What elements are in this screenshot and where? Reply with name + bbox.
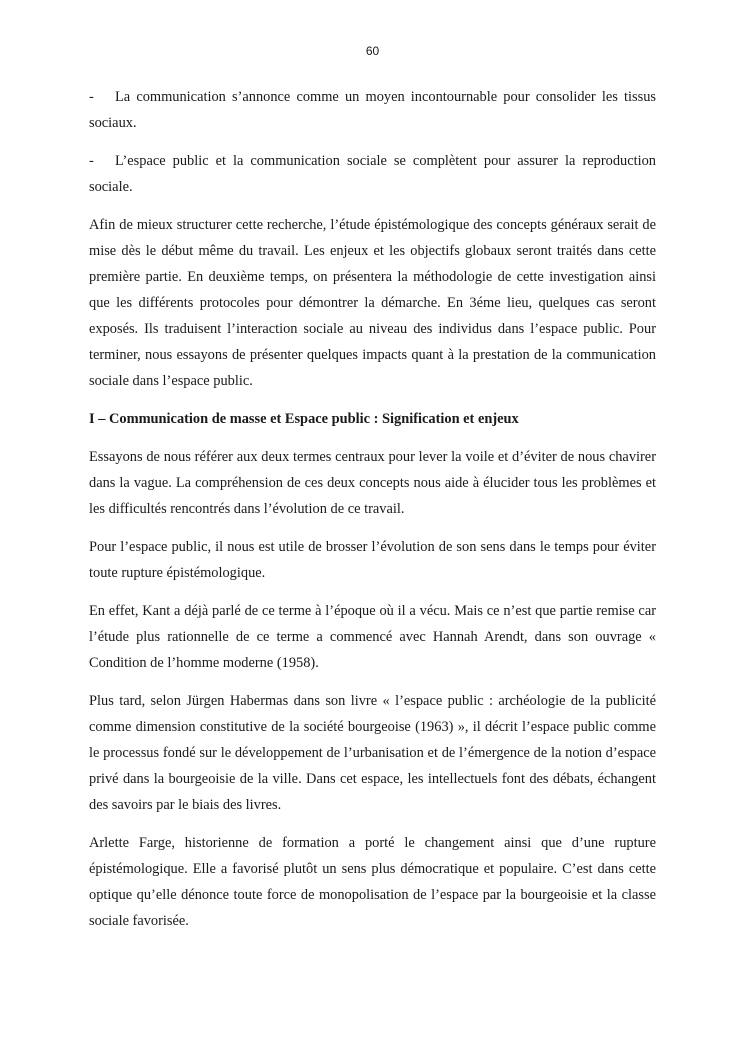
bullet-item [89, 84, 656, 136]
bullet-text: L’espace public et la communication sociale se complètent pour assurer la reproduction sociale. [89, 153, 656, 195]
body-paragraph: Pour l’espace public, il nous est utile de brosser l’évolution de son sens dans le temps pour éviter toute rupture épistémologique. [89, 539, 656, 581]
body-paragraph: Arlette Farge, historienne de formation a porté le changement ainsi que d’une rupture épistémologique. Elle a favorisé plutôt un sens plus démocratique et populaire. C’est dans cette optique qu’elle dénonce toute force de monopolisation de l’espace par la bourgeoisie et la classe sociale favorisée. [89, 835, 656, 929]
section-heading: I – Communication de masse et Espace public : Signification et enjeux [89, 411, 519, 427]
page-number: 60 [365, 44, 380, 58]
bullet-text: La communication s’annonce comme un moyen incontournable pour consolider les tissus sociaux. [89, 89, 656, 131]
bullet-dash: - [89, 153, 94, 169]
bullet-dash: - [89, 89, 94, 105]
body-paragraph: Essayons de nous référer aux deux termes centraux pour lever la voile et d’éviter de nous chavirer dans la vague. La compréhension de ces deux concepts nous aide à élucider tous les problèmes et les difficultés rencontrés dans l’évolution de ce travail. [89, 449, 656, 517]
page-content [89, 84, 656, 946]
body-paragraph: En effet, Kant a déjà parlé de ce terme à l’époque où il a vécu. Mais ce n’est que partie remise car l’étude plus rationnelle de ce terme a commencé avec Hannah Arendt, dans son ouvrage « Condition de l’homme moderne (1958). [89, 603, 656, 671]
body-paragraph: Plus tard, selon Jürgen Habermas dans son livre « l’espace public : archéologie de la publicité comme dimension constitutive de la société bourgeoise (1963) », il décrit l’espace public comme le processus fondé sur le développement de l’urbanisation et de l’émergence de la notion d’espace privé dans la bourgeoisie de la ville. Dans cet espace, les intellectuels font des débats, échangent des savoirs par le biais des livres. [89, 693, 656, 813]
bullet-item [89, 148, 656, 200]
intro-paragraph: Afin de mieux structurer cette recherche, l’étude épistémologique des concepts généraux serait de mise dès le début même du travail. Les enjeux et les objectifs globaux seront traités dans cette première partie. En deuxième temps, on présentera la méthodologie de cette investigation ainsi que les différents protocoles pour démontrer la démarche. En 3éme lieu, quelques cas seront exposés. Ils traduisent l’interaction sociale au niveau des individus dans l’espace public. Pour terminer, nous essayons de présenter quelques impacts quant à la prestation de la communication sociale dans l’espace public. [89, 217, 656, 389]
